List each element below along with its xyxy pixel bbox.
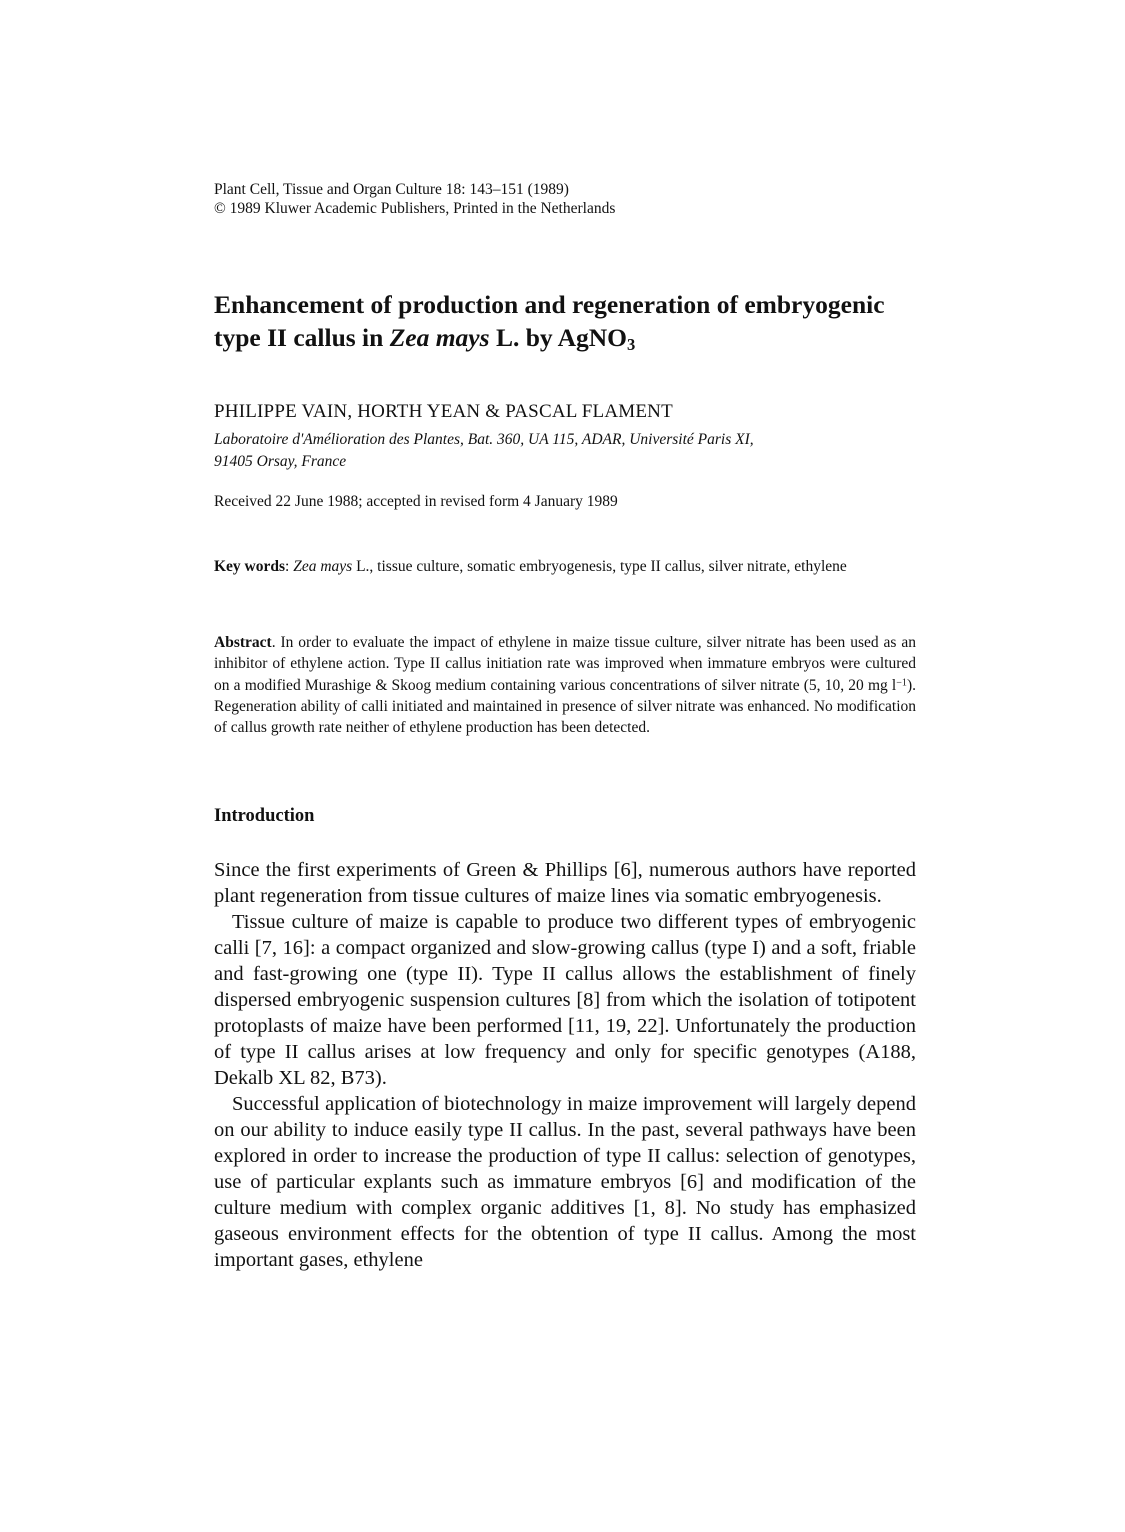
intro-paragraph-1: Since the first experiments of Green & Phillips [6], numerous authors have reported plant regeneration from tissue cultures of maize lines via somatic embryogenesis.	[214, 859, 916, 907]
affiliation-line-1: Laboratoire d'Amélioration des Plantes, Bat. 360, UA 115, ADAR, Université Paris XI,	[214, 431, 754, 448]
abstract-text-b: ). Regeneration ability of calli initiated and maintained in presence of silver nitrate was enhanced. No modification of callus growth rate neither of ethylene production has been detected.	[214, 676, 916, 737]
section-heading-introduction: Introduction	[214, 806, 315, 826]
intro-paragraph-3: Successful application of biotechnology in maize improvement will largely depend on our ability to induce easily type II callus. In the past, several pathways have been explored in order to increase the production of type II callus: selection of genotypes, use of particular explants such as immature embryos [6] and modification of the culture medium with complex organic additives [1, 8]. No study has emphasized gaseous environment effects for the obtention of type II callus. Among the most important gases, ethylene	[214, 1093, 916, 1271]
journal-citation: Plant Cell, Tissue and Organ Culture 18: 143–151 (1989)	[214, 181, 569, 198]
title-species: Zea mays	[389, 323, 490, 352]
author-list: PHILIPPE VAIN, HORTH YEAN & PASCAL FLAMENT	[214, 401, 673, 422]
copyright-notice: © 1989 Kluwer Academic Publishers, Printed in the Netherlands	[214, 200, 616, 217]
keywords: Key words: Zea mays L., tissue culture, somatic embryogenesis, type II callus, silver nitrate, ethylene	[214, 558, 847, 575]
affiliation-line-2: 91405 Orsay, France	[214, 453, 347, 470]
journal-header	[214, 180, 916, 218]
abstract-superscript: −1	[896, 677, 907, 689]
keywords-list: L., tissue culture, somatic embryogenesis, type II callus, silver nitrate, ethylene	[352, 558, 847, 575]
keywords-species: Zea mays	[293, 558, 353, 575]
title-part2: L. by AgNO	[489, 323, 628, 352]
affiliation	[214, 429, 916, 473]
intro-paragraph-2: Tissue culture of maize is capable to produce two different types of embryogenic calli [7, 16]: a compact organized and slow-growing callus (type I) and a soft, friable and fast-growing one (type II). Type II callus allows the establishment of finely dispersed embryogenic suspension cultures [8] from which the isolation of totipotent protoplasts of maize have been performed [11, 19, 22]. Unfortunately the production of type II callus arises at low frequency and only for specific genotypes (A188, Dekalb XL 82, B73).	[214, 911, 916, 1089]
keywords-label: Key words	[214, 558, 286, 575]
received-dates: Received 22 June 1988; accepted in revised form 4 January 1989	[214, 493, 618, 510]
abstract	[214, 632, 916, 738]
article-title	[214, 288, 916, 354]
abstract-text-a: . In order to evaluate the impact of ethylene in maize tissue culture, silver nitrate has been used as an inhibitor of ethylene action. Type II callus initiation rate was improved when immature embryos were cultured on a modified Murashige & Skoog medium containing various concentrations of silver nitrate (5, 10, 20 mg l	[214, 634, 916, 694]
title-subscript: 3	[627, 335, 636, 355]
introduction-body	[214, 857, 916, 1273]
abstract-label: Abstract	[214, 634, 272, 651]
title-part1: Enhancement of production and regeneration of embryogenic type II callus in	[214, 290, 885, 352]
